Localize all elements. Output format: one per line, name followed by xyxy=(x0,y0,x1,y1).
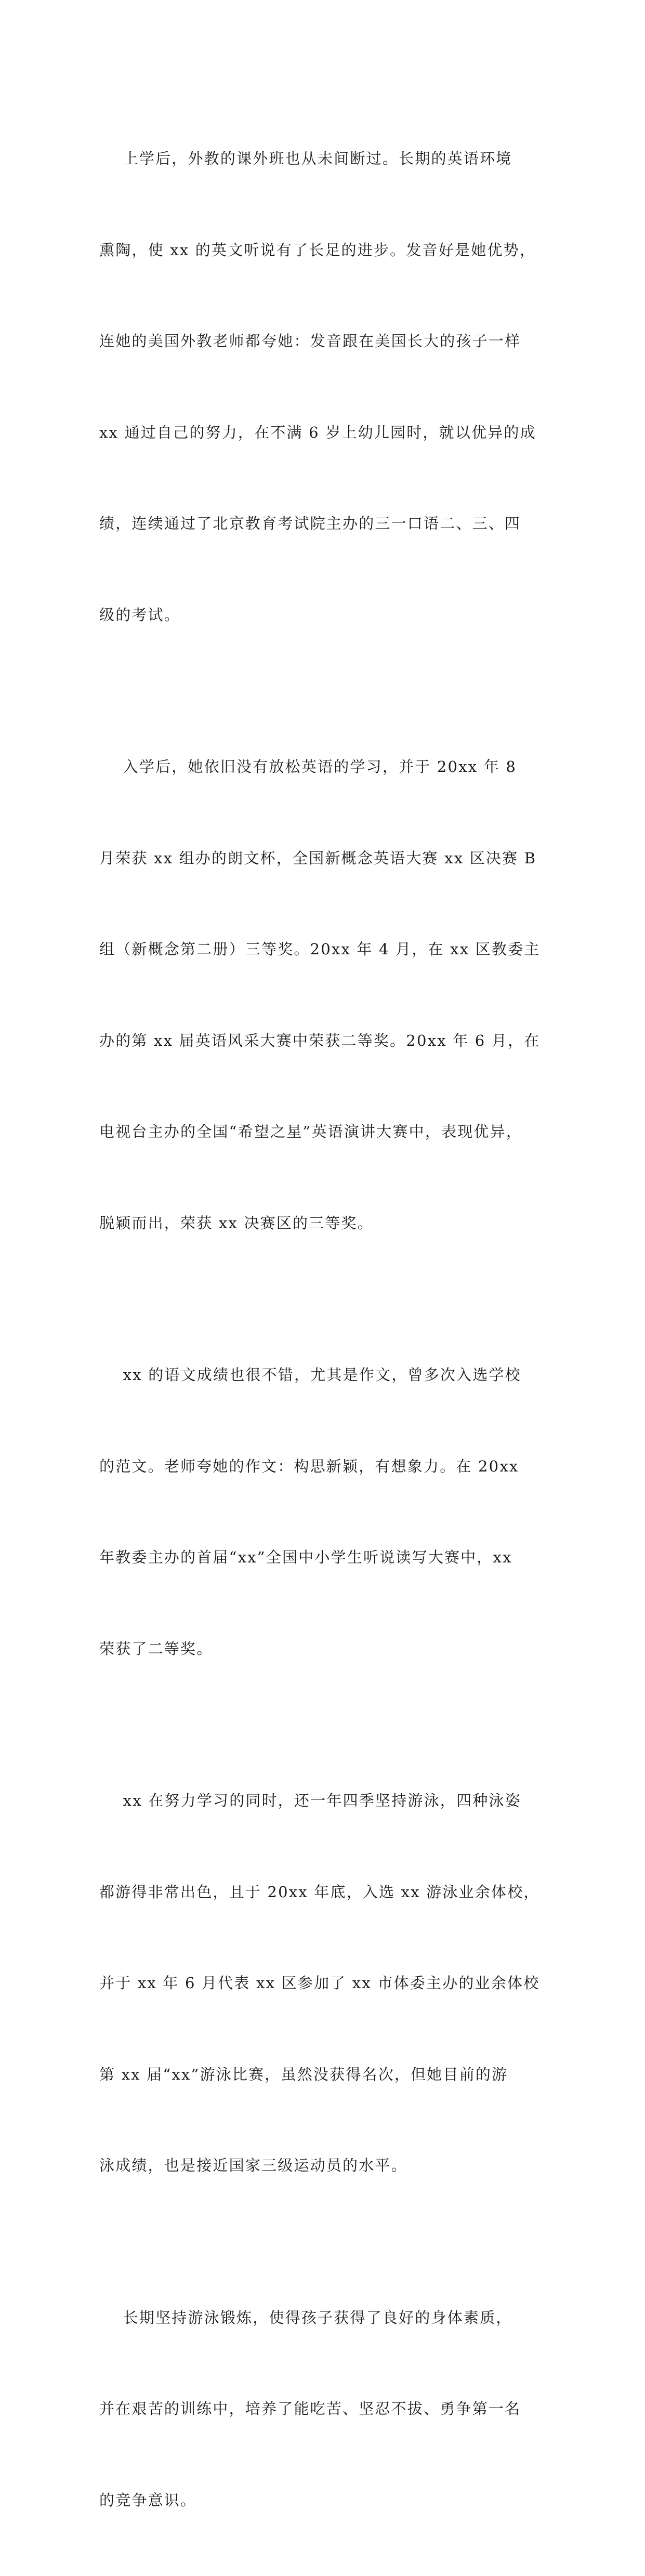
text-line: 熏陶，使 xx 的英文听说有了长足的进步。发音好是她优势， xyxy=(99,235,546,266)
text-line: 电视台主办的全国“希望之星”英语演讲大赛中，表现优异， xyxy=(99,1116,546,1147)
text-line: xx 在努力学习的同时，还一年四季坚持游泳，四种泳姿 xyxy=(99,1785,546,1816)
paragraph-perseverance xyxy=(99,2242,546,2576)
text-line: 入学后，她依旧没有放松英语的学习，并于 20xx 年 8 xyxy=(99,752,546,782)
paragraph-english-awards xyxy=(99,691,546,1299)
text-line: xx 通过自己的努力，在不满 6 岁上幼儿园时，就以优异的成 xyxy=(99,417,546,448)
text-line: 脱颖而出，荣获 xx 决赛区的三等奖。 xyxy=(99,1208,546,1239)
text-line: 第 xx 届“xx”游泳比赛，虽然没获得名次，但她目前的游 xyxy=(99,2059,546,2090)
text-line: 并在艰苦的训练中，培养了能吃苦、坚忍不拔、勇争第一名 xyxy=(99,2394,546,2424)
text-line: 上学后，外教的课外班也从未间断过。长期的英语环境 xyxy=(99,143,546,174)
text-line: 都游得非常出色，且于 20xx 年底，入选 xx 游泳业余体校， xyxy=(99,1877,546,1908)
text-line: 的竞争意识。 xyxy=(99,2485,546,2516)
text-line: 月荣获 xx 组办的朗文杯，全国新概念英语大赛 xx 区决赛 B xyxy=(99,843,546,874)
document-page xyxy=(0,0,645,912)
text-line: 连她的美国外教老师都夸她：发音跟在美国长大的孩子一样 xyxy=(99,326,546,357)
document-body xyxy=(99,83,546,2576)
text-line: 年教委主办的首届“xx”全国中小学生听说读写大赛中，xx xyxy=(99,1542,546,1573)
text-line: 长期坚持游泳锻炼，使得孩子获得了良好的身体素质， xyxy=(99,2303,546,2333)
text-line: 级的考试。 xyxy=(99,600,546,630)
paragraph-chinese-writing xyxy=(99,1299,546,1725)
text-line: 并于 xx 年 6 月代表 xx 区参加了 xx 市体委主办的业余体校 xyxy=(99,1968,546,1999)
text-line: 组（新概念第二册）三等奖。20xx 年 4 月，在 xx 区教委主 xyxy=(99,934,546,965)
text-line: xx 的语文成绩也很不错，尤其是作文，曾多次入选学校 xyxy=(99,1360,546,1390)
paragraph-english-environment xyxy=(99,83,546,691)
text-line: 荣获了二等奖。 xyxy=(99,1634,546,1664)
text-line: 办的第 xx 届英语风采大赛中荣获二等奖。20xx 年 6 月，在 xyxy=(99,1026,546,1056)
text-line: 泳成绩，也是接近国家三级运动员的水平。 xyxy=(99,2150,546,2181)
paragraph-swimming xyxy=(99,1725,546,2242)
text-line: 的范文。老师夸她的作文：构思新颖，有想象力。在 20xx xyxy=(99,1451,546,1482)
text-line: 绩，连续通过了北京教育考试院主办的三一口语二、三、四 xyxy=(99,508,546,539)
